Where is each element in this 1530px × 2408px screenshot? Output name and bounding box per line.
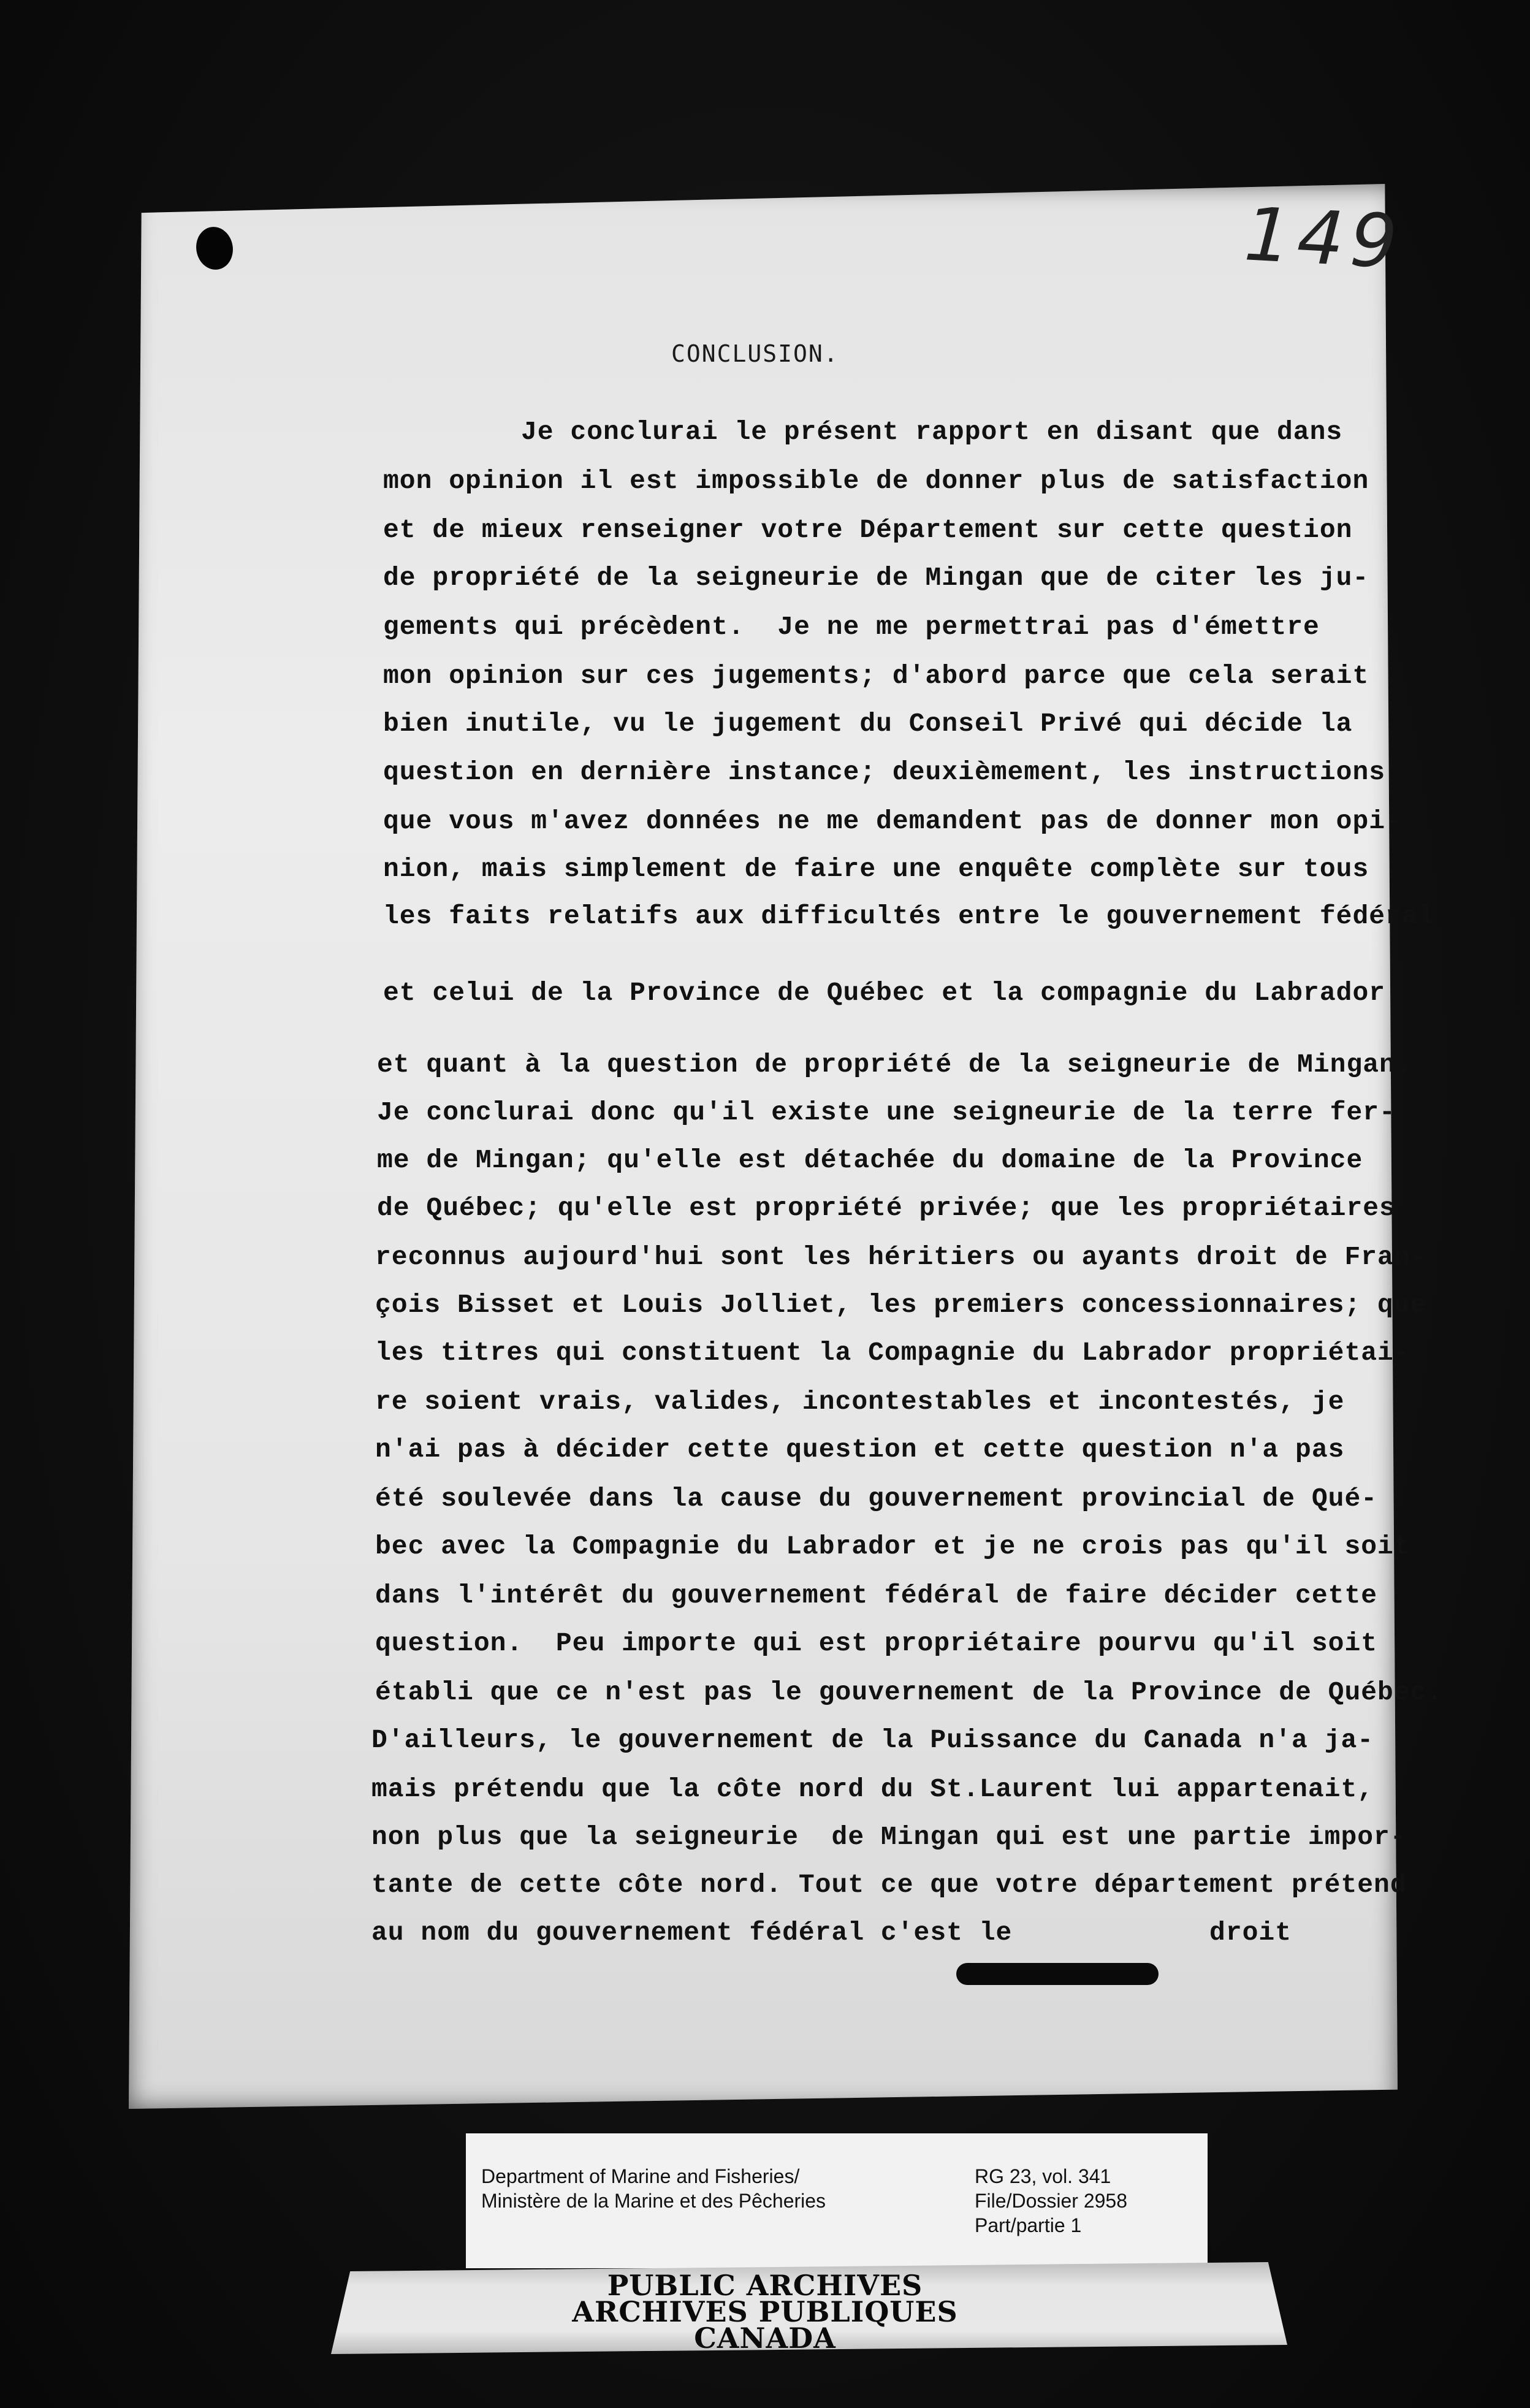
reference-line-3: Part/partie 1 bbox=[975, 2214, 1082, 2236]
body-line: mais prétendu que la côte nord du St.Laurent lui appartenait, bbox=[371, 1774, 1374, 1804]
page-heading: CONCLUSION. bbox=[671, 340, 839, 367]
body-line: question. Peu importe qui est propriétaire pourvu qu'il soit bbox=[375, 1628, 1378, 1658]
body-line: les titres qui constituent la Compagnie du Labrador propriétai- bbox=[375, 1338, 1410, 1368]
body-line: et quant à la question de propriété de la seigneurie de Mingan. bbox=[377, 1050, 1412, 1080]
archive-tag-card bbox=[466, 2133, 1208, 2268]
body-line: D'ailleurs, le gouvernement de la Puissance du Canada n'a ja- bbox=[371, 1725, 1374, 1755]
department-line-1: Department of Marine and Fisheries/ bbox=[481, 2165, 800, 2187]
body-line: de propriété de la seigneurie de Mingan que de citer les ju- bbox=[383, 563, 1369, 593]
body-line: mon opinion sur ces jugements; d'abord parce que cela serait bbox=[383, 661, 1369, 691]
body-line: Je conclurai donc qu'il existe une seigneurie de la terre fer- bbox=[377, 1097, 1396, 1127]
body-line: Je conclurai le présent rapport en disant que dans bbox=[521, 417, 1343, 447]
body-line: reconnus aujourd'hui sont les héritiers ou ayants droit de Fran- bbox=[375, 1242, 1427, 1272]
body-line: dans l'intérêt du gouvernement fédéral de faire décider cette bbox=[375, 1580, 1378, 1610]
archive-stamp-line-2: ARCHIVES PUBLIQUES bbox=[572, 2295, 958, 2328]
body-line: tante de cette côte nord. Tout ce que votre département prétend bbox=[371, 1870, 1407, 1900]
body-line: re soient vrais, valides, incontestables et incontestés, je bbox=[375, 1387, 1345, 1417]
archive-stamp-line-1: PUBLIC ARCHIVES bbox=[607, 2269, 923, 2302]
body-line: les faits relatifs aux difficultés entre le gouvernement fédéral bbox=[383, 901, 1435, 931]
archive-stamp-line-3: CANADA bbox=[694, 2322, 836, 2355]
body-line: été soulevée dans la cause du gouvernement provincial de Qué- bbox=[375, 1484, 1378, 1514]
body-line: que vous m'avez données ne me demandent pas de donner mon opi- bbox=[383, 806, 1402, 836]
body-line: de Québec; qu'elle est propriété privée; que les propriétaires bbox=[377, 1193, 1396, 1223]
reference-line-2: File/Dossier 2958 bbox=[975, 2190, 1127, 2212]
folio-number: 149 bbox=[1242, 192, 1406, 286]
body-line: question en dernière instance; deuxièmement, les instructions bbox=[383, 757, 1386, 787]
body-line: établi que ce n'est pas le gouvernement de la Province de Québec. bbox=[375, 1677, 1444, 1707]
body-line: au nom du gouvernement fédéral c'est le droit bbox=[371, 1918, 1292, 1948]
body-line: gements qui précèdent. Je ne me permettrai pas d'émettre bbox=[383, 612, 1320, 642]
body-line: bec avec la Compagnie du Labrador et je ne crois pas qu'il soit bbox=[375, 1531, 1410, 1561]
body-line: mon opinion il est impossible de donner plus de satisfaction bbox=[383, 466, 1369, 496]
body-line: nion, mais simplement de faire une enquête complète sur tous bbox=[383, 854, 1369, 884]
body-line: me de Mingan; qu'elle est détachée du domaine de la Province bbox=[377, 1145, 1363, 1175]
body-line: n'ai pas à décider cette question et cette question n'a pas bbox=[375, 1435, 1345, 1465]
redaction-mark bbox=[956, 1963, 1159, 1985]
body-line: et celui de la Province de Québec et la compagnie du Labrador bbox=[383, 978, 1386, 1008]
body-line: bien inutile, vu le jugement du Conseil Privé qui décide la bbox=[383, 709, 1353, 739]
reference-line-1: RG 23, vol. 341 bbox=[975, 2165, 1111, 2187]
body-line: çois Bisset et Louis Jolliet, les premiers concessionnaires; que bbox=[375, 1290, 1427, 1320]
body-line: non plus que la seigneurie de Mingan qui est une partie impor- bbox=[371, 1822, 1407, 1852]
department-line-2: Ministère de la Marine et des Pêcheries bbox=[481, 2190, 826, 2212]
body-line: et de mieux renseigner votre Département sur cette question bbox=[383, 515, 1353, 545]
